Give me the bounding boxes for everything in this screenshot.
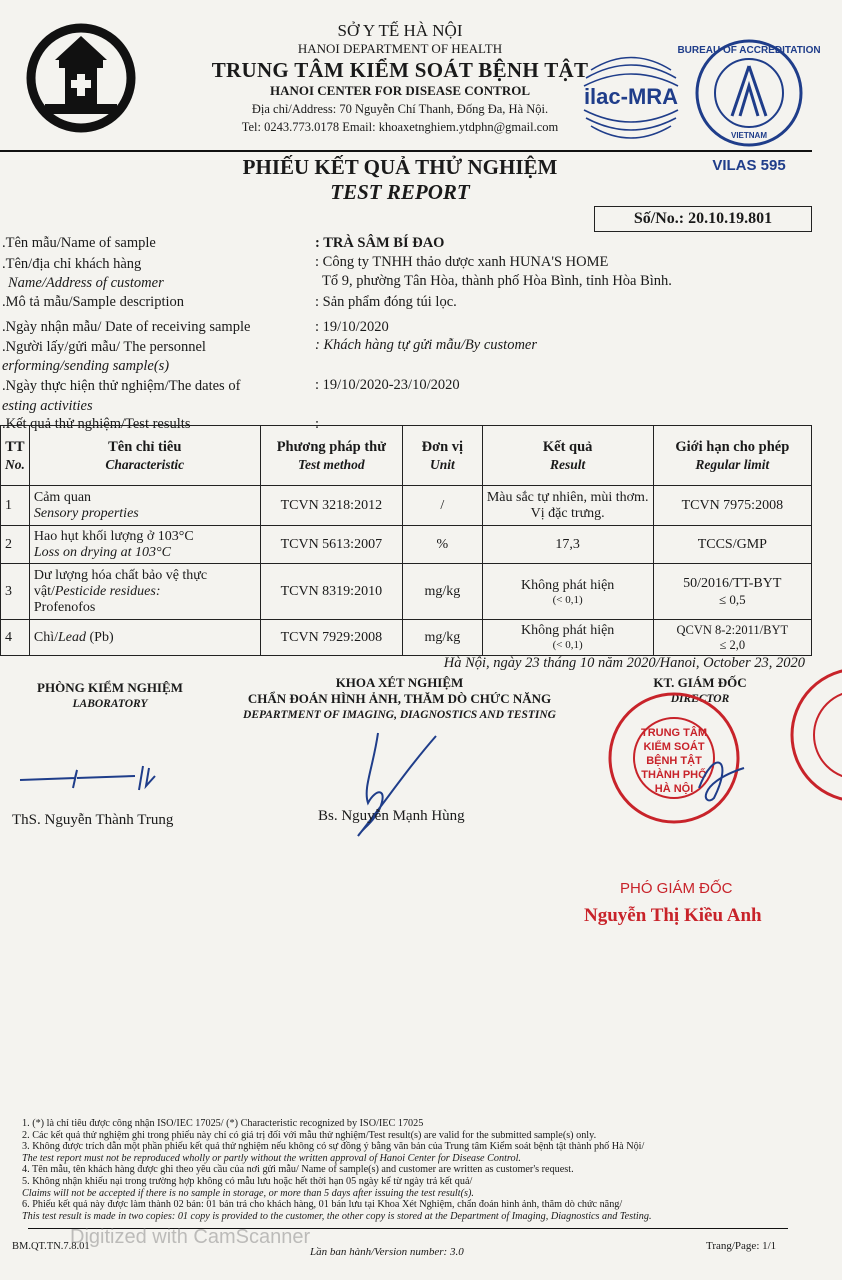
signature-dept-icon [318, 728, 438, 848]
footnote: This test result is made in two copies: 01 copy is provided to the customer, the other copy is stored at the Department of Imaging, Diagnostics and Testing. [22, 1210, 652, 1222]
vilas-label: VILAS 595 [712, 157, 786, 174]
ilac-mra-logo-icon [576, 40, 686, 152]
cell-no: 4 [1, 620, 30, 656]
receive-date-value: : 19/10/2020 [315, 319, 389, 335]
cell-unit: mg/kg [403, 620, 483, 656]
header-block [200, 22, 600, 136]
customer-address-value: Tổ 9, phường Tân Hòa, thành phố Hòa Bình, tỉnh Hòa Bình. [322, 273, 672, 289]
footnote: 4. Tên mẫu, tên khách hàng được ghi theo yêu cầu của nơi gửi mẫu/ Name of sample(s) and customer are written as customer's request. [22, 1164, 574, 1176]
center-name-en: HANOI CENTER FOR DISEASE CONTROL [269, 83, 531, 98]
table-row [1, 526, 812, 564]
page-number: Trang/Page: 1/1 [706, 1240, 777, 1252]
table-row [1, 564, 812, 620]
svg-text:BỆNH TẬT: BỆNH TẬT [646, 755, 702, 767]
table-header-row [1, 426, 812, 486]
results-table [0, 425, 812, 656]
col-header-limit: Giới hạn cho phép Regular limit [653, 426, 811, 486]
svg-text:TRUNG TÂM: TRUNG TÂM [641, 727, 707, 739]
deputy-title: PHÓ GIÁM ĐỐC [620, 880, 733, 897]
cell-unit: % [403, 526, 483, 564]
col-header-method: Phương pháp thử Test method [260, 426, 402, 486]
report-number: Số/No.: 20.10.19.801 [594, 206, 812, 232]
footnote: 2. Các kết quả thử nghiệm ghi trong phiếu này chỉ có giá trị đối với mẫu thử nghiệm/Test result(s) are valid for the submitted sample(s) only. [22, 1129, 597, 1141]
customer-label-en: Name/Address of customer [8, 275, 164, 291]
dept-heading: KHOA XÉT NGHIỆM CHẨN ĐOÁN HÌNH ẢNH, THĂM DÒ CHỨC NĂNG DEPARTMENT OF IMAGING, DIAGNOSTICS AND TESTING [243, 675, 556, 721]
customer-label-vi: .Tên/địa chỉ khách hàng [2, 256, 142, 272]
col-header-unit: Đơn vị Unit [403, 426, 483, 486]
sample-name-value: : TRÀ SÂM BÍ ĐAO [315, 235, 445, 251]
sample-desc-value: : Sản phẩm đóng túi lọc. [315, 294, 457, 310]
title-en: TEST REPORT [330, 180, 470, 204]
col-header-characteristic: Tên chỉ tiêu Characteristic [29, 426, 260, 486]
cell-no: 2 [1, 526, 30, 564]
cell-result: Không phát hiện (< 0,1) [482, 620, 653, 656]
boa-country-text: VIETNAM [731, 131, 767, 140]
cell-unit: / [403, 486, 483, 526]
partial-stamp-edge-icon [778, 660, 842, 810]
footnote: 6. Phiếu kết quả này được làm thành 02 bản: 01 bản trả cho khách hàng, 01 bản lưu tại Khoa Xét Nghiệm, chẩn đoán hình ảnh, thăm dò chức năng/ [22, 1199, 623, 1211]
test-dates-label-en: esting activities [2, 398, 93, 414]
header-divider [0, 150, 812, 152]
cell-limit: QCVN 8-2:2011/BYT ≤ 2,0 [653, 620, 811, 656]
cell-limit: TCVN 7975:2008 [653, 486, 811, 526]
cell-method: TCVN 5613:2007 [260, 526, 402, 564]
ilac-text: ilac-MRA [583, 84, 679, 109]
svg-text:KIỂM SOÁT: KIỂM SOÁT [643, 741, 705, 753]
cell-unit: mg/kg [403, 564, 483, 620]
hanoi-cdc-logo-icon [25, 18, 137, 138]
date-line: Hà Nội, ngày 23 tháng 10 năm 2020/Hanoi, October 23, 2020 [443, 655, 805, 671]
personnel-value: : Khách hàng tự gửi mẫu/By customer [315, 337, 538, 353]
personnel-label: .Người lấy/gửi mẫu/ The personnel [2, 339, 206, 355]
receive-date-label: .Ngày nhận mẫu/ Date of receiving sample [2, 319, 251, 335]
cell-method: TCVN 3218:2012 [260, 486, 402, 526]
title-vi: PHIẾU KẾT QUẢ THỬ NGHIỆM [242, 155, 558, 179]
center-name-vi: TRUNG TÂM KIỂM SOÁT BỆNH TẬT [211, 58, 589, 82]
sample-desc-label: .Mô tả mẫu/Sample description [2, 294, 185, 310]
cell-result: 17,3 [482, 526, 653, 564]
col-header-result: Kết quả Result [482, 426, 653, 486]
lab-heading: PHÒNG KIỂM NGHIỆM LABORATORY [37, 680, 183, 710]
cell-result: Không phát hiện (< 0,1) [482, 564, 653, 620]
personnel-label-en: erforming/sending sample(s) [2, 358, 170, 374]
sample-name-label: .Tên mẫu/Name of sample [2, 235, 156, 251]
director-heading: KT. GIÁM ĐỐC DIRECTOR [653, 675, 747, 705]
cell-characteristic: Dư lượng hóa chất bảo vệ thực vật/Pesticide residues: Profenofos [29, 564, 260, 620]
boa-ring-text: BUREAU OF ACCREDITATION [677, 45, 821, 56]
customer-name-value: : Công ty TNHH thảo dược xanh HUNA'S HOME [315, 254, 609, 270]
footnote: 5. Không nhận khiếu nại trong trường hợp không có mẫu lưu hoặc hết thời hạn 05 ngày kể từ ngày trả kết quả/ [22, 1175, 473, 1187]
col-header-no: TT No. [1, 426, 30, 486]
footnote: The test report must not be reproduced wholly or partly without the written approval of Hanoi Center for Disease Control. [22, 1152, 521, 1164]
table-row [1, 486, 812, 526]
cell-method: TCVN 8319:2010 [260, 564, 402, 620]
cell-no: 3 [1, 564, 30, 620]
svg-text:THÀNH PHỐ: THÀNH PHỐ [641, 769, 707, 781]
cell-method: TCVN 7929:2008 [260, 620, 402, 656]
table-row [1, 620, 812, 656]
official-stamp-icon [604, 688, 744, 828]
form-code: BM.QT.TN.7.8.01 [12, 1241, 90, 1252]
dept-signer-name: Bs. Nguyễn Mạnh Hùng [318, 808, 465, 824]
department-en: HANOI DEPARTMENT OF HEALTH [297, 41, 503, 56]
svg-text:HÀ NỘI: HÀ NỘI [654, 783, 694, 795]
address: Địa chỉ/Address: 70 Nguyễn Chí Thanh, Đống Đa, Hà Nội. [251, 102, 549, 116]
test-dates-value: : 19/10/2020-23/10/2020 [315, 377, 460, 393]
results-label: .Kết quả thử nghiệm/Test results [2, 416, 191, 432]
report-title [150, 155, 650, 205]
cell-characteristic: Chì/Lead (Pb) [29, 620, 260, 656]
boa-seal-icon [677, 38, 821, 148]
footnote: 1. (*) là chỉ tiêu được công nhận ISO/IEC 17025/ (*) Characteristic recognized by ISO/IEC 17025 [22, 1118, 424, 1129]
cell-characteristic: Cảm quan Sensory properties [29, 486, 260, 526]
department-vi: SỞ Y TẾ HÀ NỘI [337, 21, 463, 40]
cell-limit: TCCS/GMP [653, 526, 811, 564]
results-colon: : [315, 416, 320, 432]
footnotes [22, 1118, 812, 1222]
lab-signer-name: ThS. Nguyễn Thành Trung [12, 812, 174, 828]
footnote: 3. Không được trích dẫn một phần phiếu kết quả thử nghiệm nếu không có sự đồng ý bằng văn bản của Trung tâm Kiểm soát bệnh tật thành phố Hà Nội/ [22, 1141, 645, 1153]
test-dates-label: .Ngày thực hiện thử nghiệm/The dates of [2, 378, 241, 394]
cell-characteristic: Hao hụt khối lượng ở 103°C Loss on drying at 103°C [29, 526, 260, 564]
version-number: Lần ban hành/Version number: 3.0 [310, 1246, 464, 1258]
footnote: Claims will not be accepted if there is no sample in storage, or more than 5 days after issuing the test result(s). [22, 1187, 474, 1199]
contact: Tel: 0243.773.0178 Email: khoaxetnghiem.ytdphn@gmail.com [241, 120, 559, 134]
signature-lab-icon [15, 760, 165, 796]
cell-limit: 50/2016/TT-BYT ≤ 0,5 [653, 564, 811, 620]
cell-no: 1 [1, 486, 30, 526]
cell-result: Màu sắc tự nhiên, mùi thơm. Vị đặc trưng. [482, 486, 653, 526]
scanner-watermark: Digitized with CamScanner [70, 1226, 311, 1248]
deputy-name: Nguyễn Thị Kiều Anh [584, 905, 762, 926]
